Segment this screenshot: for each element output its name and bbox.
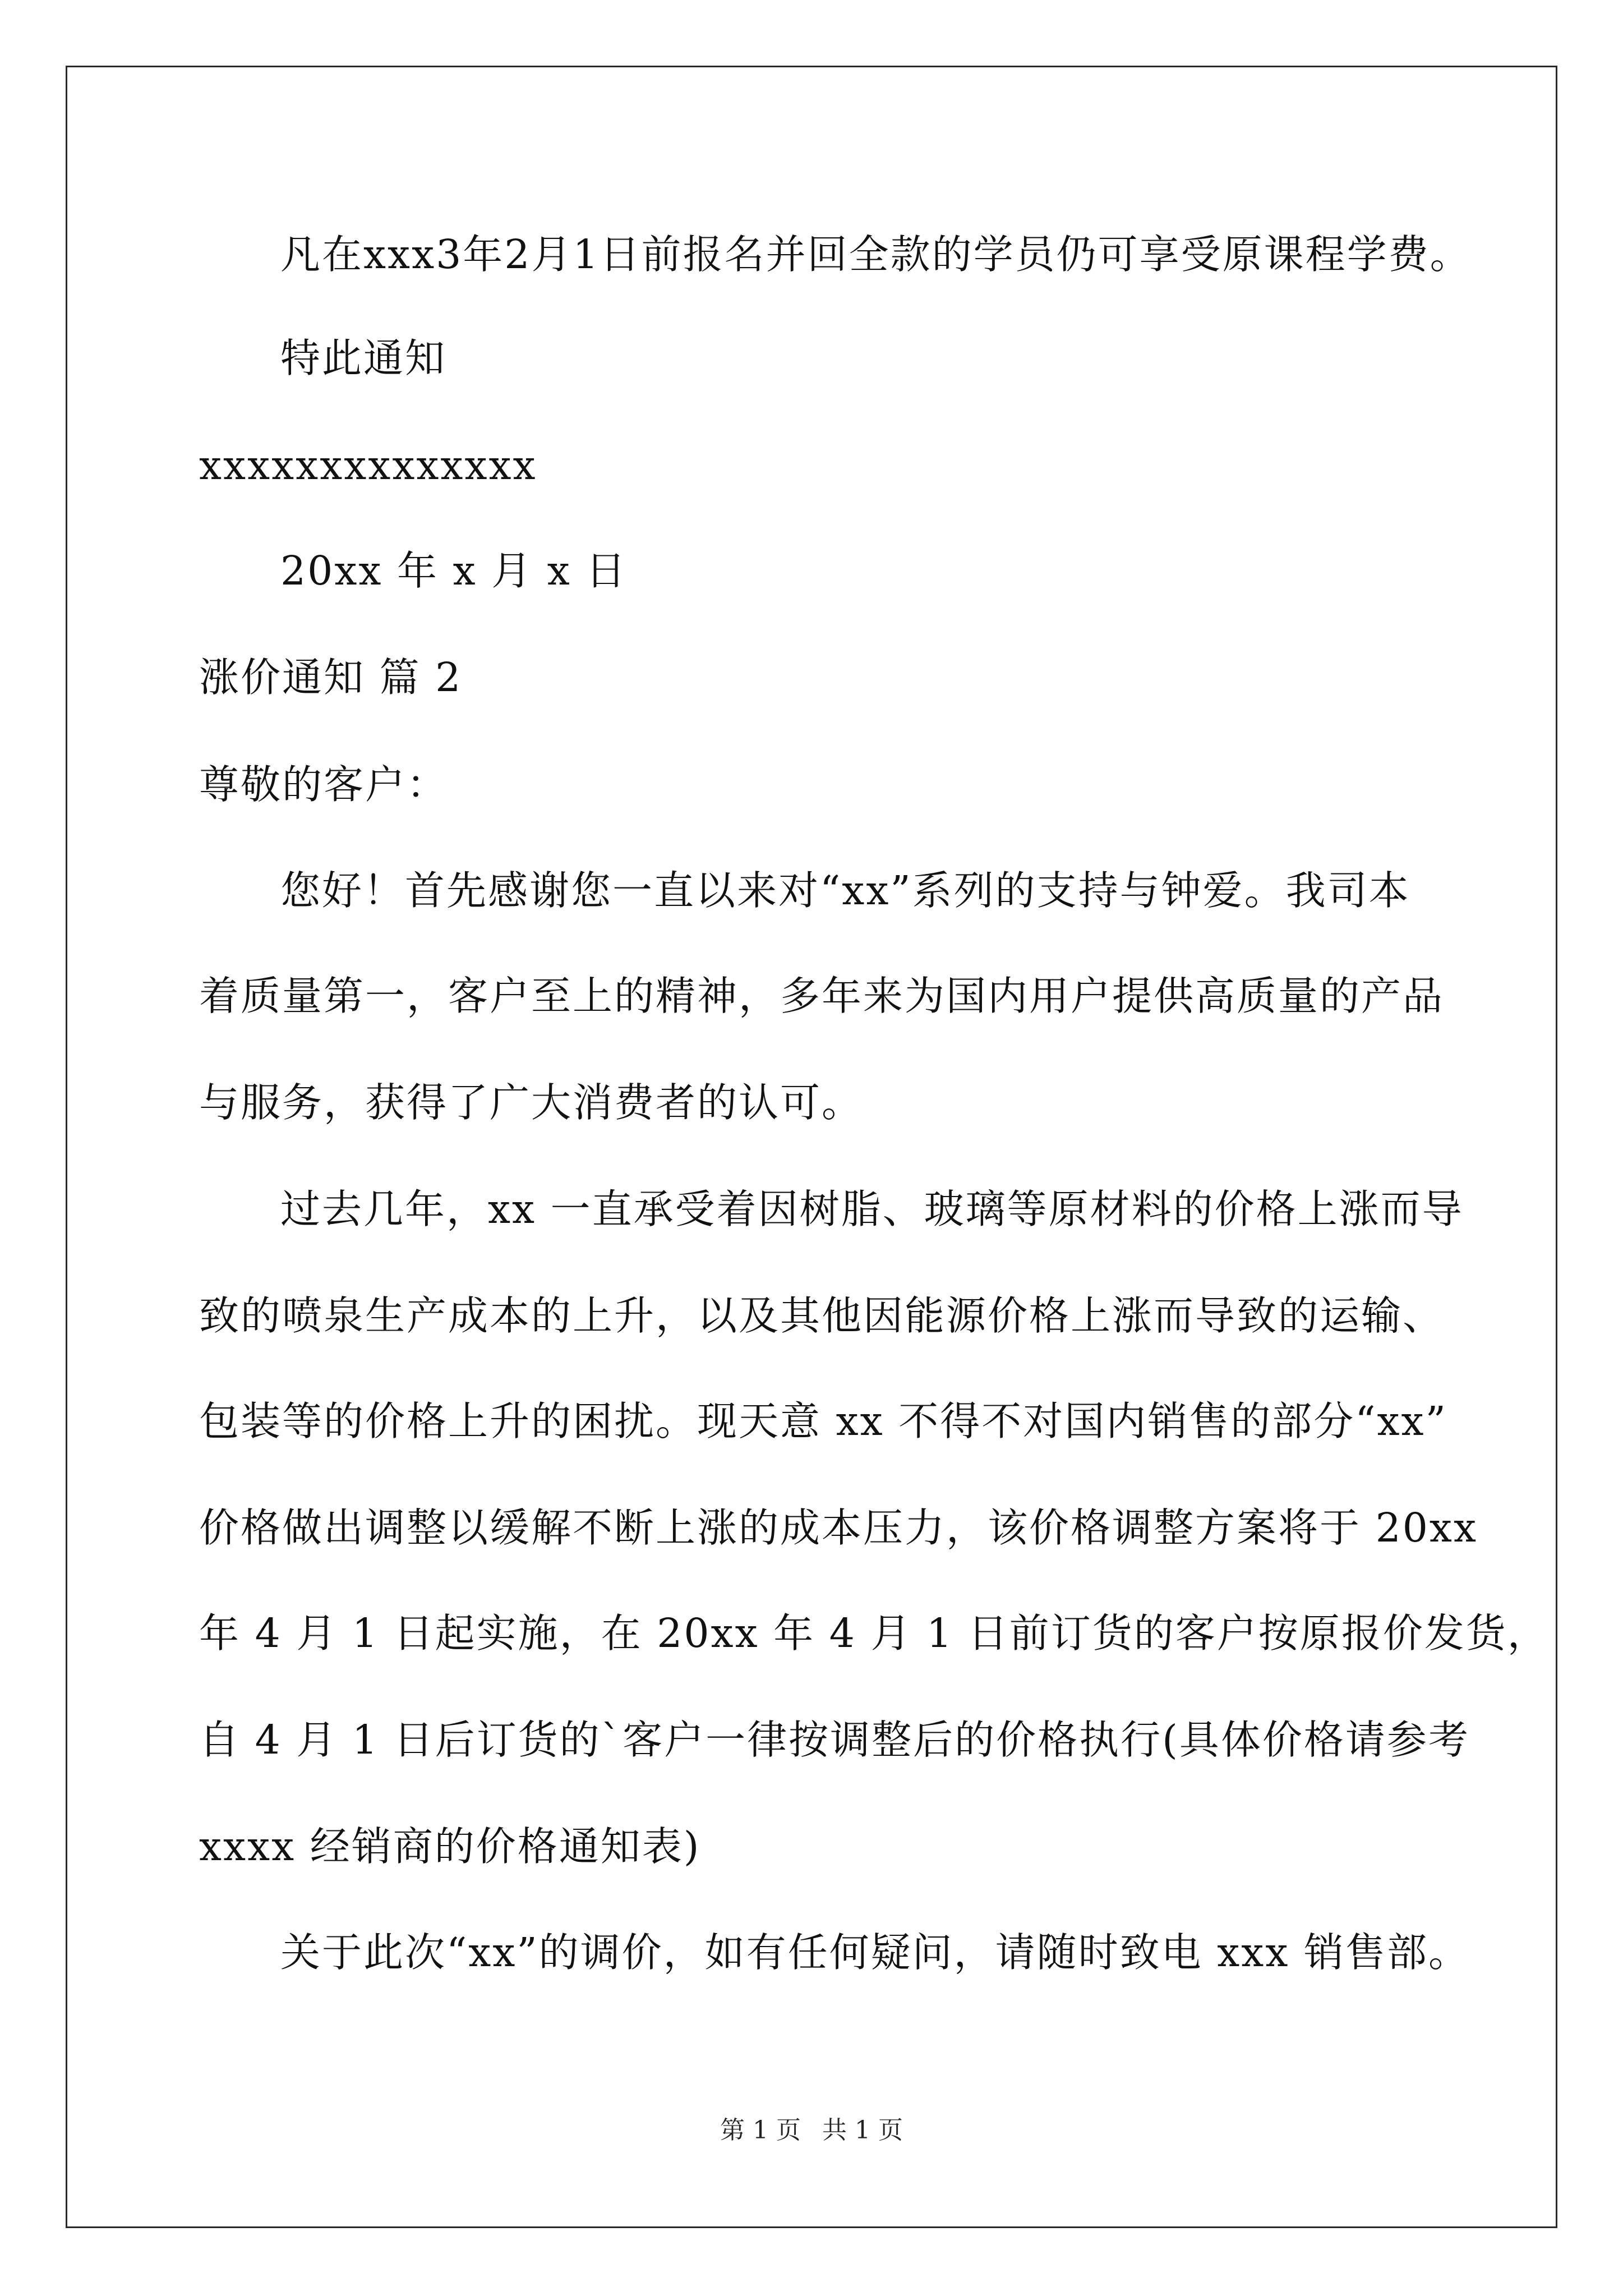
paragraph-2-line-6: 自 4 月 1 日后订货的`客户一律按调整后的价格执行(具体价格请参考 xyxy=(199,1717,1470,1763)
paragraph-2-line-4: 价格做出调整以缓解不断上涨的成本压力，该价格调整方案将于 20xx xyxy=(199,1504,1478,1551)
signatory: xxxxxxxxxxxxxx xyxy=(199,442,537,489)
closing-notice: 特此通知 xyxy=(280,335,447,381)
section-heading: 涨价通知 篇 2 xyxy=(199,654,463,701)
salutation: 尊敬的客户： xyxy=(199,761,449,808)
paragraph-2-line-3: 包装等的价格上升的困扰。现天意 xx 不得不对国内销售的部分“xx” xyxy=(199,1398,1447,1444)
paragraph-1-line-1: 您好！首先感谢您一直以来对“xx”系列的支持与钟爱。我司本 xyxy=(280,867,1410,914)
page-border xyxy=(66,66,1557,2228)
paragraph-2-line-2: 致的喷泉生产成本的上升，以及其他因能源价格上涨而导致的运输、 xyxy=(199,1292,1445,1339)
page-footer xyxy=(0,2118,1623,2143)
page-number-total: 共 1 页 xyxy=(822,2116,903,2145)
paragraph-2-line-5: 年 4 月 1 日起实施，在 20xx 年 4 月 1 日前订货的客户按原报价发货， xyxy=(199,1610,1549,1657)
paragraph-1-line-2: 着质量第一，客户至上的精神，多年来为国内用户提供高质量的产品 xyxy=(199,973,1445,1019)
paragraph-3: 关于此次“xx”的调价，如有任何疑问，请随时致电 xxx 销售部。 xyxy=(280,1929,1470,1976)
paragraph-2-line-1: 过去几年，xx 一直承受着因树脂、玻璃等原材料的价格上涨而导 xyxy=(280,1186,1464,1232)
paragraph-2-line-7: xxxx 经销商的价格通知表) xyxy=(199,1823,701,1870)
date-line: 20xx 年 x 月 x 日 xyxy=(280,547,628,594)
intro-paragraph: 凡在xxx3年2月1日前报名并回全款的学员仍可享受原课程学费。 xyxy=(280,231,1472,278)
page-number-current: 第 1 页 xyxy=(720,2116,801,2145)
paragraph-1-line-3: 与服务，获得了广大消费者的认可。 xyxy=(199,1079,864,1126)
